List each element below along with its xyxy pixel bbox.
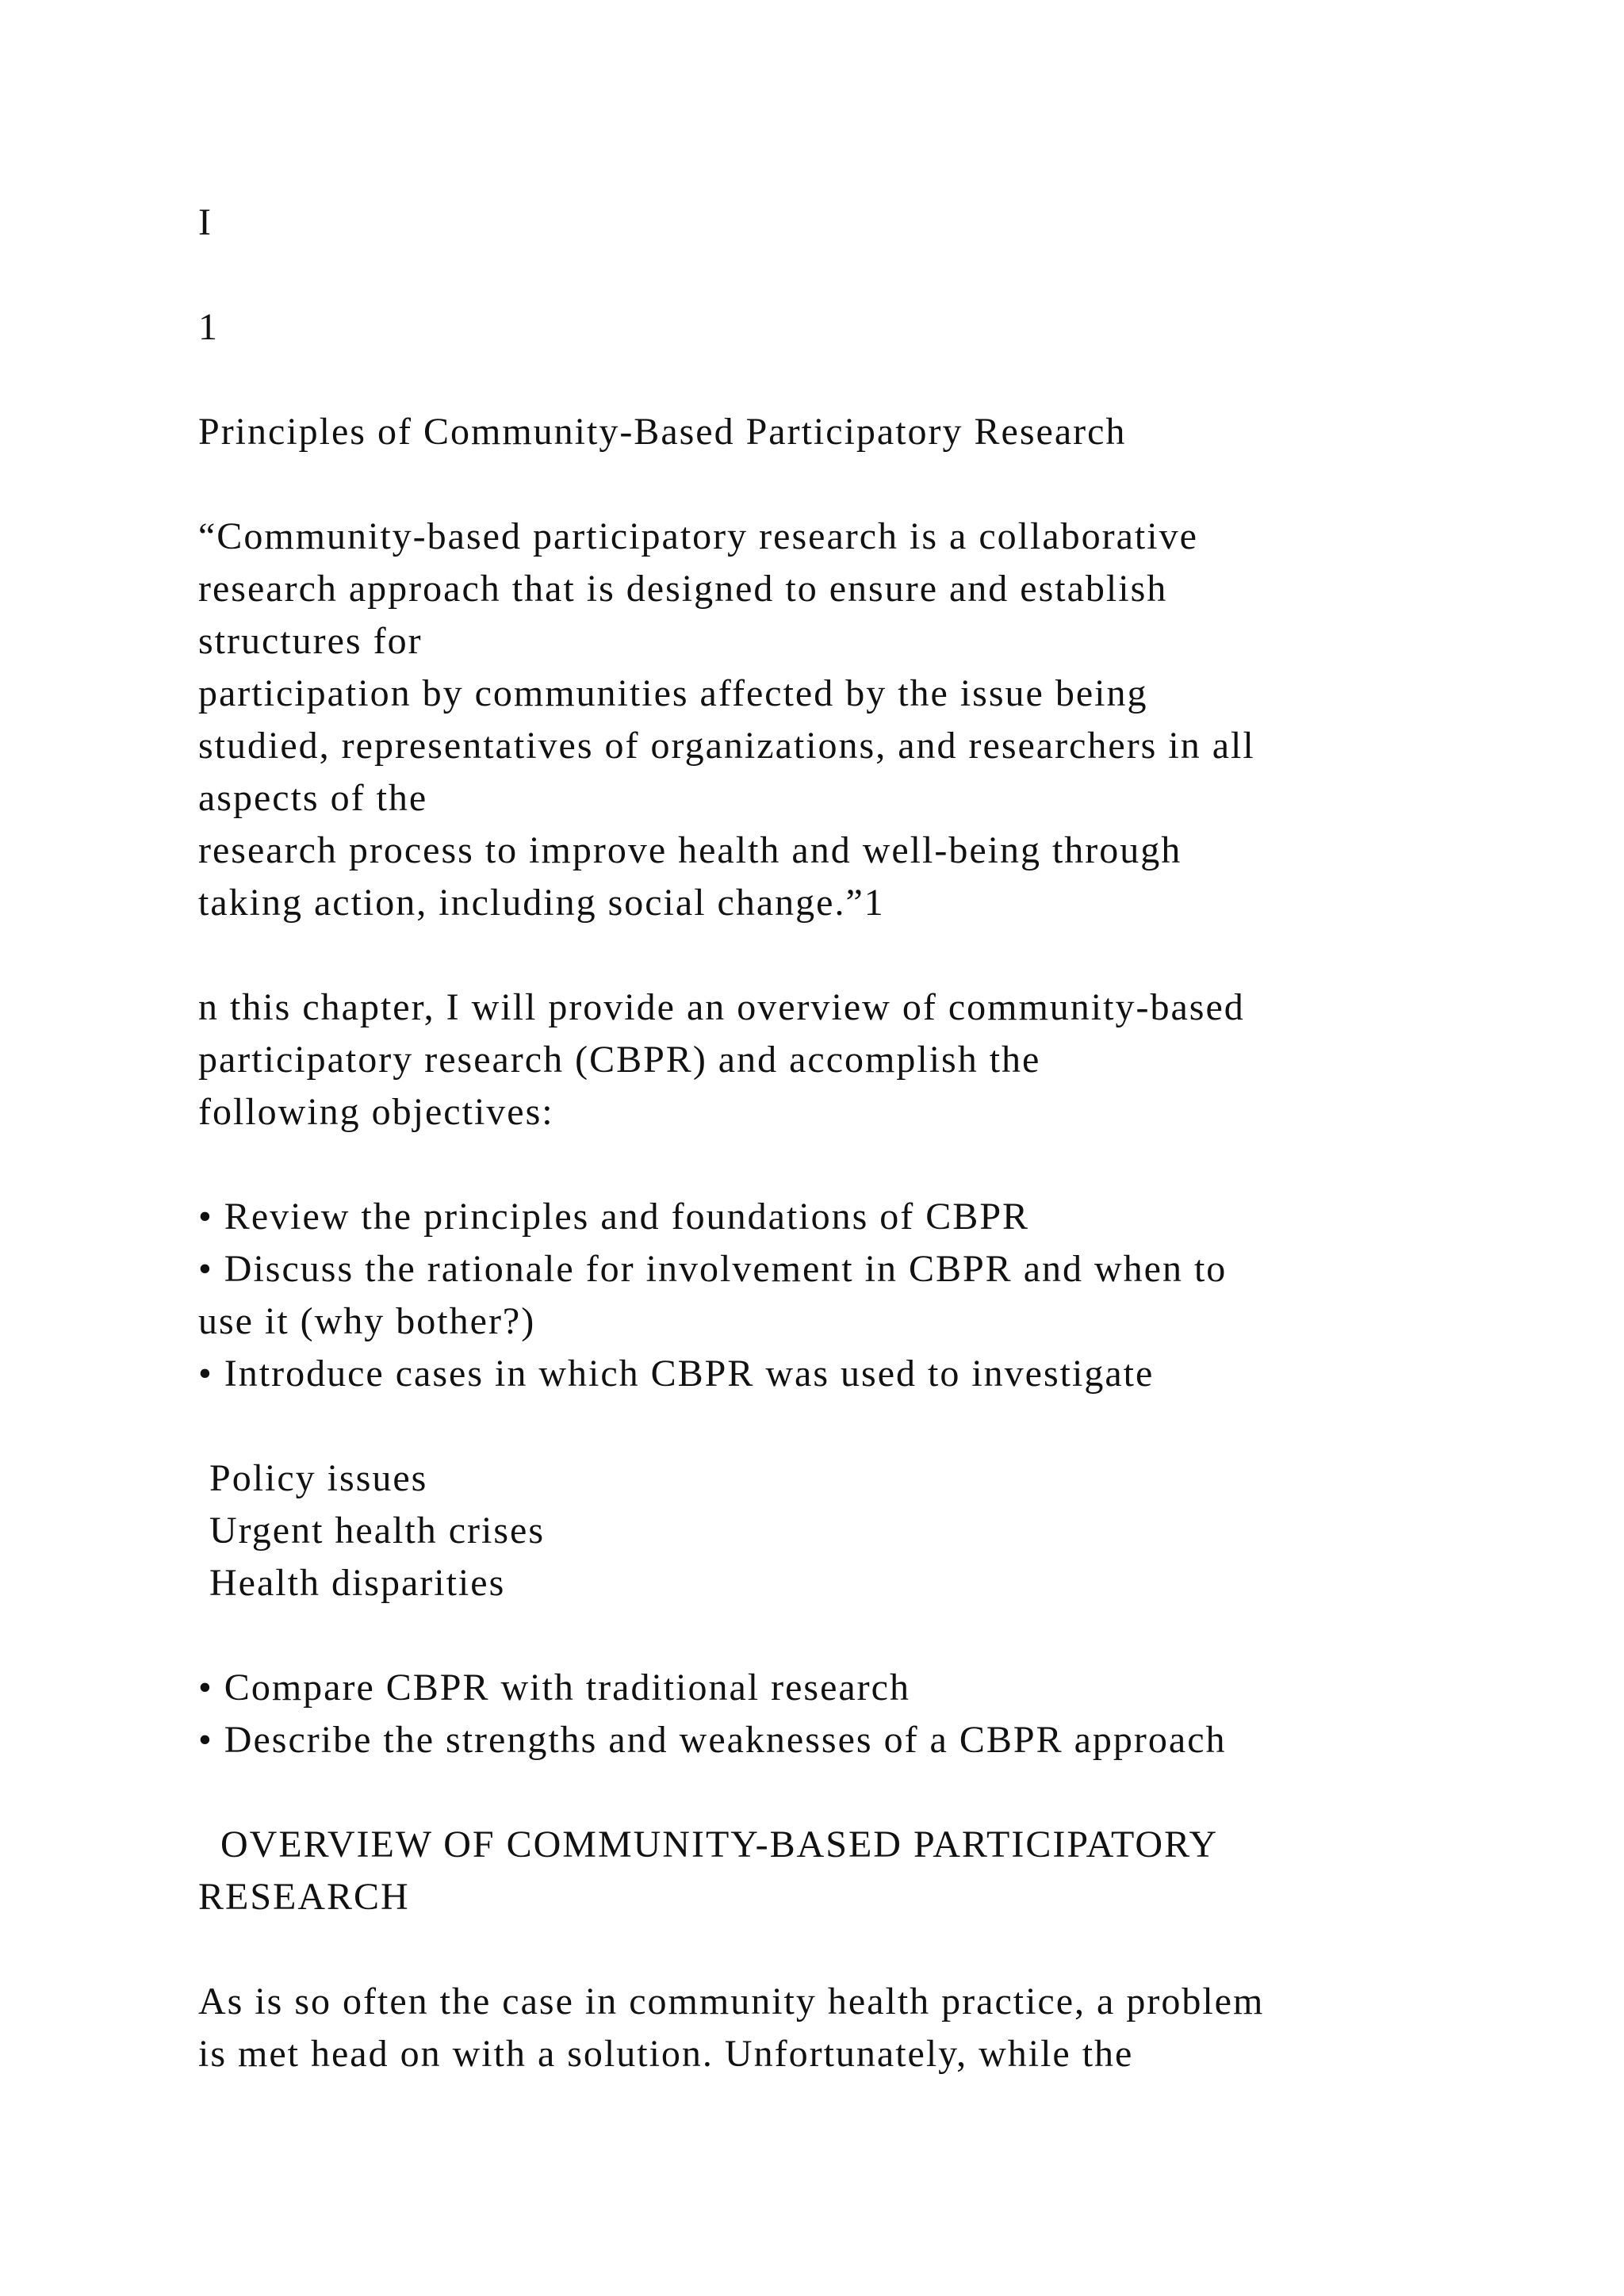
section-heading-line: OVERVIEW OF COMMUNITY-BASED PARTICIPATORY — [198, 1823, 1219, 1866]
list-item: • Introduce cases in which CBPR was used to investigate — [198, 1353, 1155, 1395]
chapter-title: Principles of Community-Based Participatory Research — [198, 411, 1127, 453]
epigraph-line: “Community-based participatory research is a collaborative — [198, 515, 1198, 557]
epigraph-line: research approach that is designed to ensure and establish — [198, 568, 1168, 610]
list-item: • Review the principles and foundations of CBPR — [198, 1196, 1030, 1238]
sub-list-item: Policy issues — [198, 1457, 428, 1499]
body-line: As is so often the case in community health practice, a problem — [198, 1980, 1265, 2022]
intro-line: participatory research (CBPR) and accomplish the — [198, 1039, 1041, 1081]
epigraph-line: structures for — [198, 620, 423, 662]
list-item: • Discuss the rationale for involvement in CBPR and when to — [198, 1248, 1228, 1290]
intro-line: n this chapter, I will provide an overview of community-based — [198, 986, 1245, 1028]
body-line: is met head on with a solution. Unfortunately, while the — [198, 2033, 1134, 2075]
chapter-letter: I — [198, 201, 213, 243]
epigraph-line: studied, representatives of organizations, and researchers in all — [198, 725, 1255, 767]
epigraph-line: aspects of the — [198, 777, 428, 819]
list-item: • Compare CBPR with traditional research — [198, 1667, 910, 1709]
sub-list-item: Urgent health crises — [198, 1510, 545, 1552]
page-number: 1 — [198, 306, 219, 348]
epigraph-line: research process to improve health and well-being through — [198, 829, 1182, 871]
intro-line: following objectives: — [198, 1091, 554, 1133]
section-heading-line: RESEARCH — [198, 1876, 410, 1918]
list-item: • Describe the strengths and weaknesses of a CBPR approach — [198, 1719, 1227, 1761]
epigraph-line: taking action, including social change.”1 — [198, 882, 885, 924]
epigraph-line: participation by communities affected by the issue being — [198, 672, 1148, 714]
list-item: use it (why bother?) — [198, 1300, 536, 1342]
sub-list-item: Health disparities — [198, 1562, 506, 1604]
